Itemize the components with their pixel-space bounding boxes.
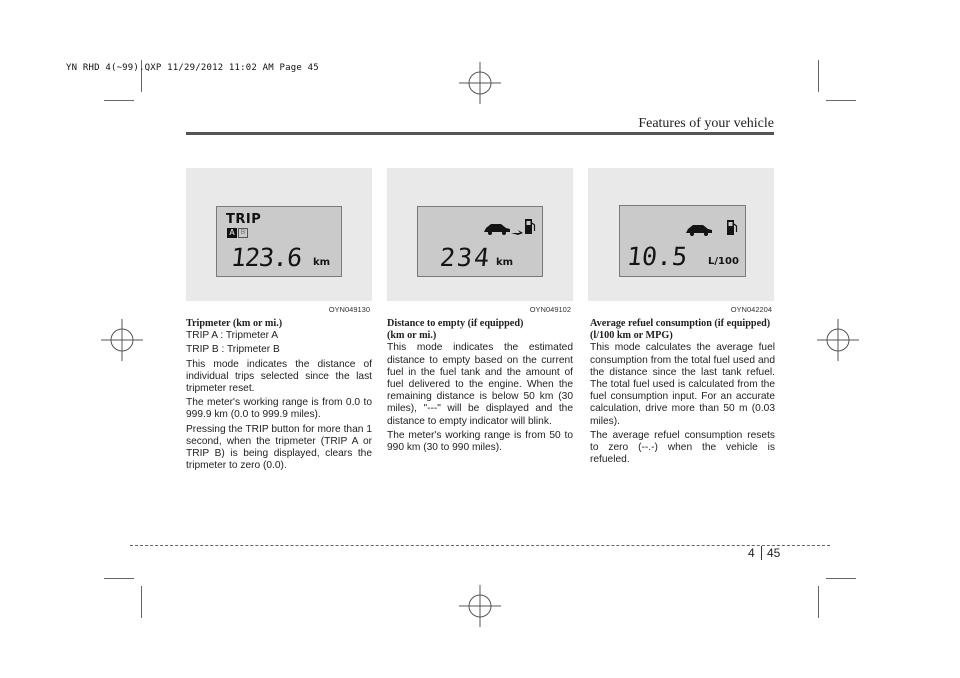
lcd-unit: km <box>496 257 514 268</box>
car-icon <box>482 221 512 235</box>
figure-code: OYN042204 <box>730 305 772 314</box>
registration-mark-left <box>97 315 147 365</box>
lcd-display <box>216 206 342 277</box>
figure-tripmeter <box>186 168 372 314</box>
crop-mark <box>141 586 142 618</box>
trip-b-tab: B <box>238 228 248 238</box>
figure-distance-to-empty <box>387 168 573 314</box>
crop-mark <box>104 100 134 101</box>
body-paragraph: Pressing the TRIP button for more than 1 second, when the tripmeter (TRIP A or TRIP B) is being displayed, clears the tripmeter to zero (0.0). <box>186 423 372 472</box>
crop-mark <box>818 60 819 92</box>
body-paragraph: This mode calculates the average fuel consumption from the total fuel used and the distance since the last tank refuel. The total fuel used is calculated from the fuel consumption input. For an accurate calculation, drive more than 50 m (0.03 miles). <box>590 342 775 427</box>
print-slug: YN RHD 4(~99).QXP 11/29/2012 11:02 AM Page 45 <box>66 63 319 73</box>
footer-rule <box>130 545 830 546</box>
page-number: 45 <box>767 546 781 560</box>
trip-a-tab: A <box>227 228 237 238</box>
distance-to-empty-section <box>387 318 573 456</box>
car-icon <box>684 222 714 236</box>
fuel-pump-icon <box>524 217 536 235</box>
chapter-number: 4 <box>748 546 755 560</box>
lcd-trip-title: TRIP <box>226 212 262 227</box>
crop-mark <box>826 100 856 101</box>
crop-mark <box>104 578 134 579</box>
lcd-reading: 123.6 <box>229 243 303 272</box>
body-paragraph: This mode indicates the distance of individual trips selected since the last tripmeter reset. <box>186 358 372 395</box>
trip-b-line: TRIP B : Tripmeter B <box>186 344 280 356</box>
registration-mark-bottom <box>455 581 505 631</box>
body-paragraph: This mode indicates the estimated distance to empty based on the current fuel in the fuel tank and the amount of fuel delivered to the engine. When the remaining distance is below 50 km (30 miles), "---" will be displayed and the distance to empty indicator will blink. <box>387 342 573 427</box>
section-heading: Average refuel consumption (if equipped) <box>590 318 771 329</box>
section-heading: Distance to empty (if equipped) <box>387 318 524 329</box>
trip-a-line: TRIP A : Tripmeter A <box>186 330 279 342</box>
figure-code: OYN049102 <box>529 305 571 314</box>
registration-mark-right <box>813 315 863 365</box>
body-paragraph: The meter's working range is from 50 to 990 km (30 to 990 miles). <box>387 429 573 454</box>
registration-mark-top <box>455 58 505 108</box>
tripmeter-section <box>186 318 372 474</box>
section-title: Features of your vehicle <box>638 116 774 131</box>
section-subheading: (km or mi.) <box>387 330 437 342</box>
section-subheading: (l/100 km or MPG) <box>590 330 673 342</box>
fuel-pump-icon <box>726 218 738 236</box>
lcd-reading: 10.5 <box>625 242 689 271</box>
crop-mark <box>826 578 856 579</box>
crop-mark <box>818 586 819 618</box>
body-paragraph: The meter's working range is from 0.0 to 999.9 km (0.0 to 999.9 miles). <box>186 397 372 421</box>
body-paragraph: The average refuel consumption resets to zero (--.-) when the vehicle is refueled. <box>590 429 775 466</box>
average-consumption-section <box>590 318 775 468</box>
road-arrow-icon <box>511 227 523 235</box>
lcd-display <box>417 206 543 277</box>
page-number-separator <box>761 546 762 560</box>
figure-code: OYN049130 <box>328 305 370 314</box>
lcd-reading: 234 <box>438 243 493 272</box>
lcd-unit: km <box>313 257 331 268</box>
section-heading: Tripmeter (km or mi.) <box>186 318 283 329</box>
lcd-unit: L/100 <box>708 256 739 267</box>
figure-average-consumption <box>588 168 774 314</box>
header-rule <box>186 132 774 135</box>
lcd-display <box>619 205 746 277</box>
